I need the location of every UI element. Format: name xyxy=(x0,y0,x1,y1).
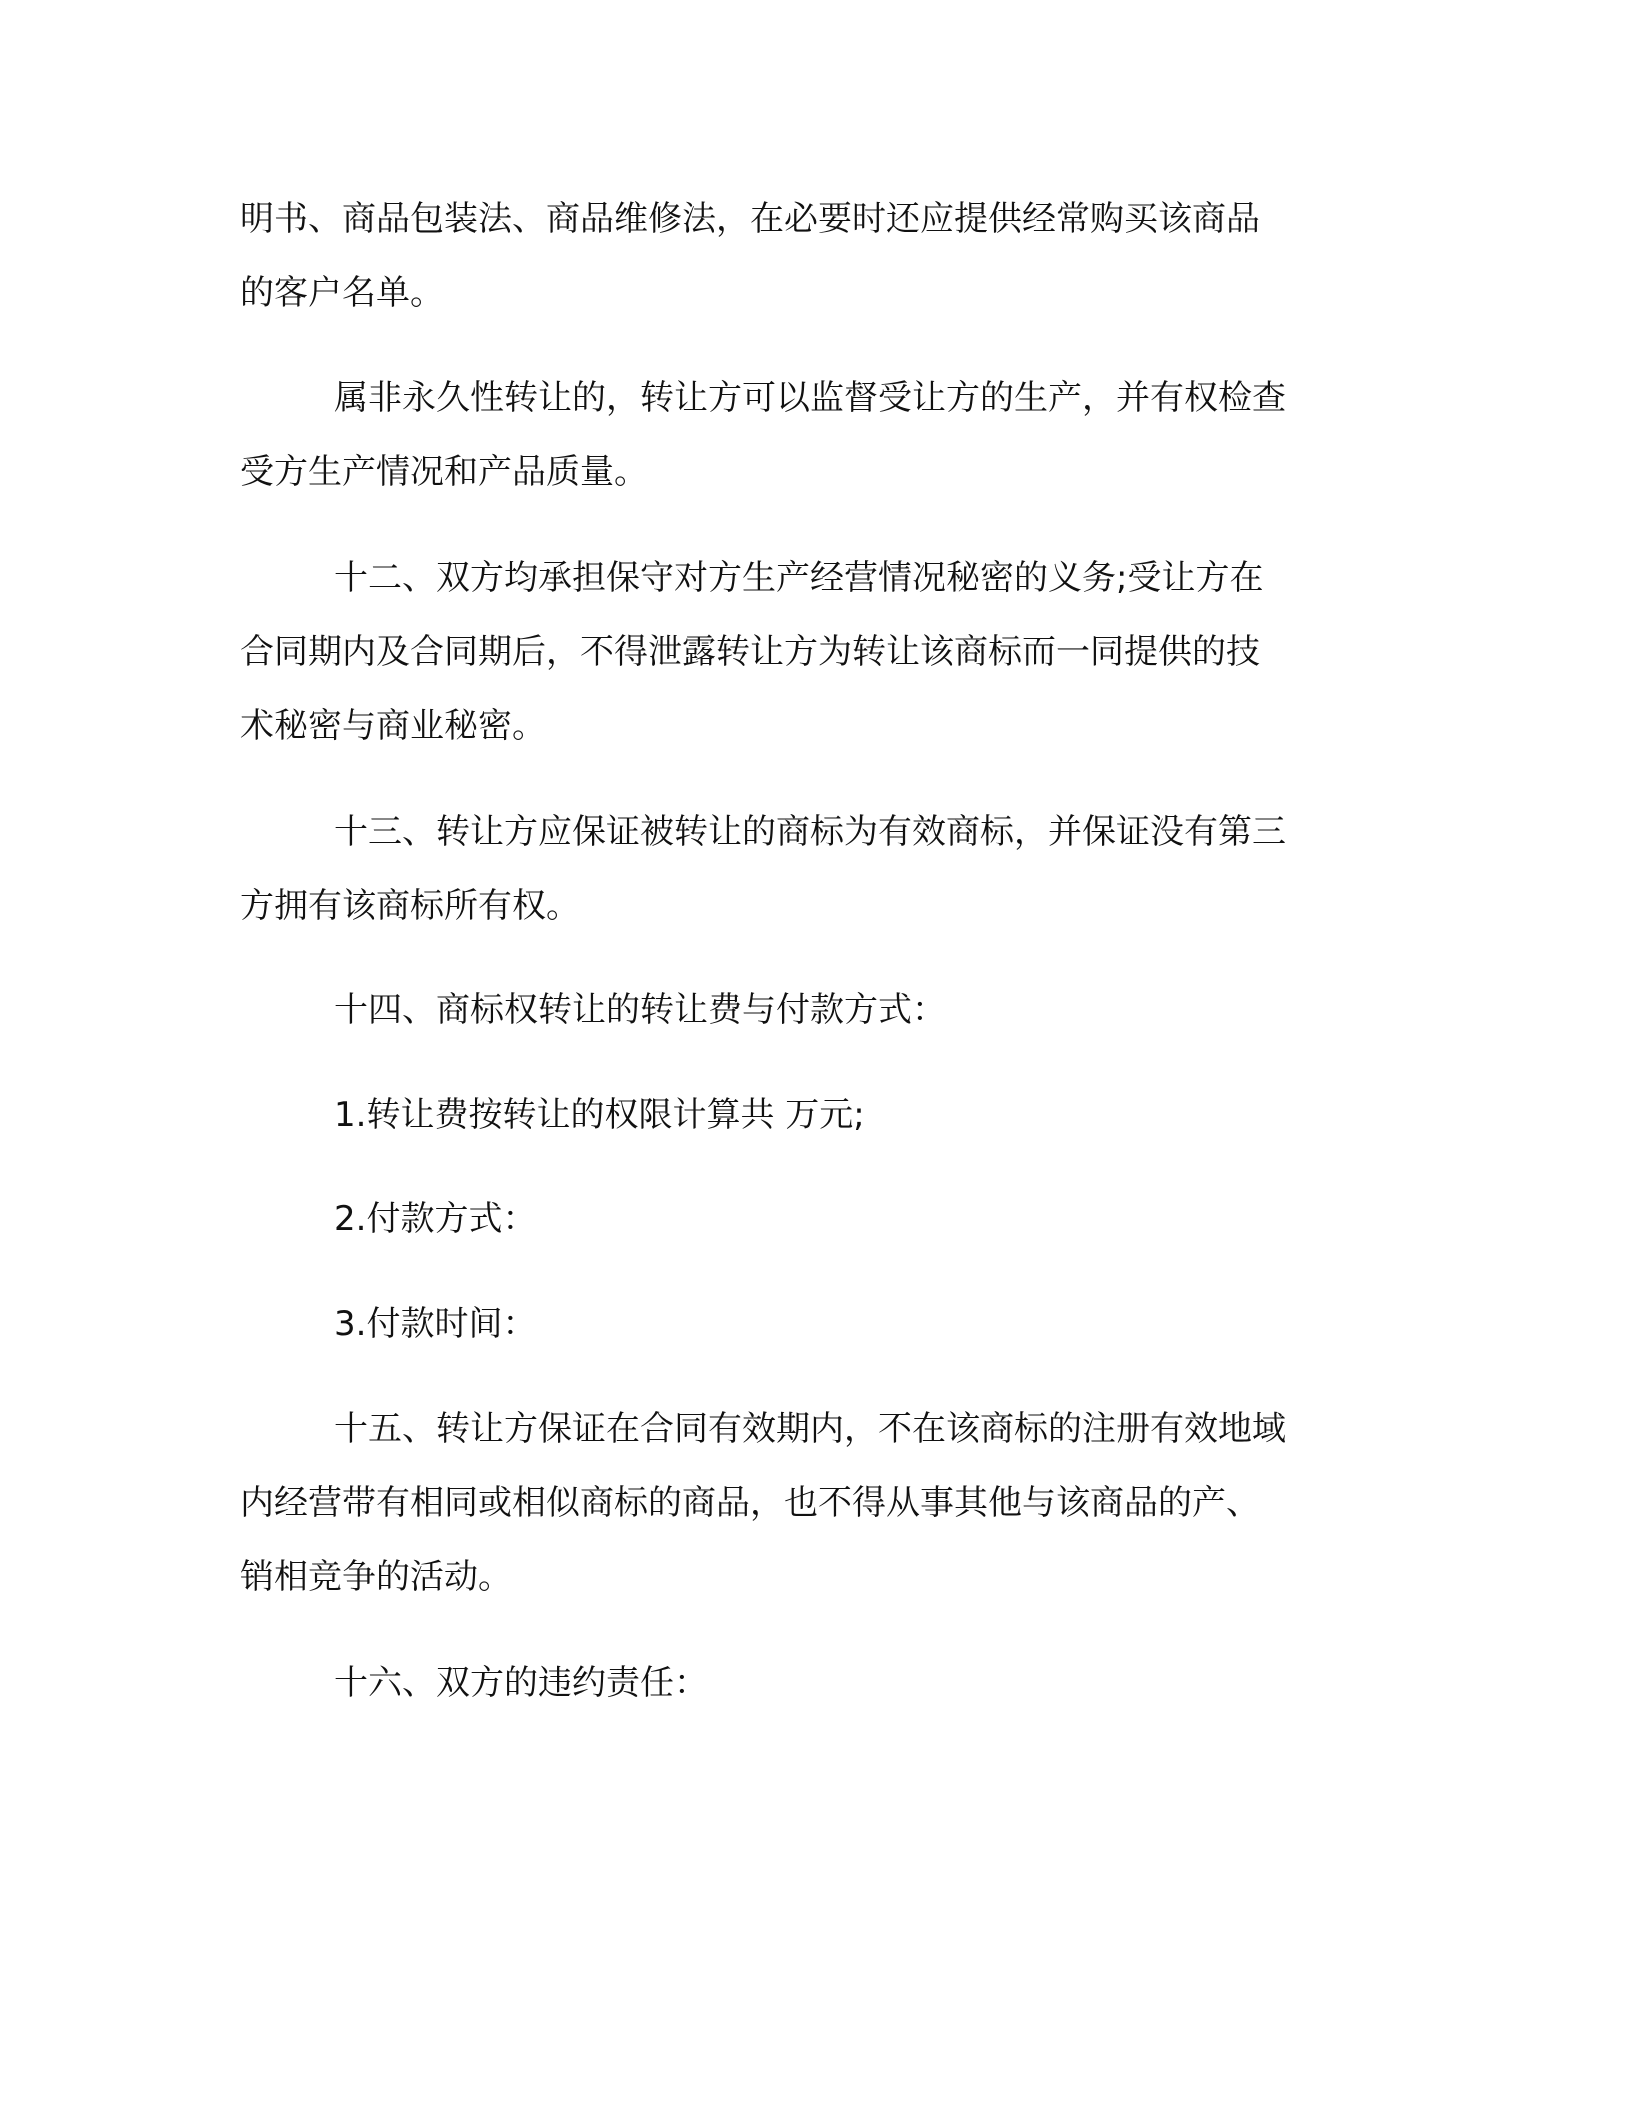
paragraph-line: 3.付款时间： xyxy=(334,1304,537,1344)
paragraph-line: 内经营带有相同或相似商标的商品，也不得从事其他与该商品的产、 xyxy=(240,1483,1260,1523)
paragraph-line: 属非永久性转让的，转让方可以监督受让方的生产，并有权检查 xyxy=(334,378,1286,418)
paragraph-line: 受方生产情况和产品质量。 xyxy=(240,452,648,492)
paragraph-line: 十三、转让方应保证被转让的商标为有效商标，并保证没有第三 xyxy=(334,812,1286,852)
paragraph-line: 1.转让费按转让的权限计算共 万元; xyxy=(334,1095,865,1135)
paragraph-line: 明书、商品包装法、商品维修法，在必要时还应提供经常购买该商品 xyxy=(240,199,1260,239)
paragraph-line: 术秘密与商业秘密。 xyxy=(240,706,546,746)
paragraph-line: 十二、双方均承担保守对方生产经营情况秘密的义务;受让方在 xyxy=(334,558,1264,598)
paragraph-line: 十五、转让方保证在合同有效期内，不在该商标的注册有效地域 xyxy=(334,1409,1286,1449)
paragraph-line: 的客户名单。 xyxy=(240,273,444,313)
paragraph-line: 销相竞争的活动。 xyxy=(240,1557,512,1597)
paragraph-line: 合同期内及合同期后，不得泄露转让方为转让该商标而一同提供的技 xyxy=(240,632,1260,672)
section-heading: 十六、双方的违约责任： xyxy=(334,1663,708,1703)
paragraph-line: 方拥有该商标所有权。 xyxy=(240,886,580,926)
paragraph-line: 2.付款方式： xyxy=(334,1199,537,1239)
section-heading: 十四、商标权转让的转让费与付款方式： xyxy=(334,990,946,1030)
